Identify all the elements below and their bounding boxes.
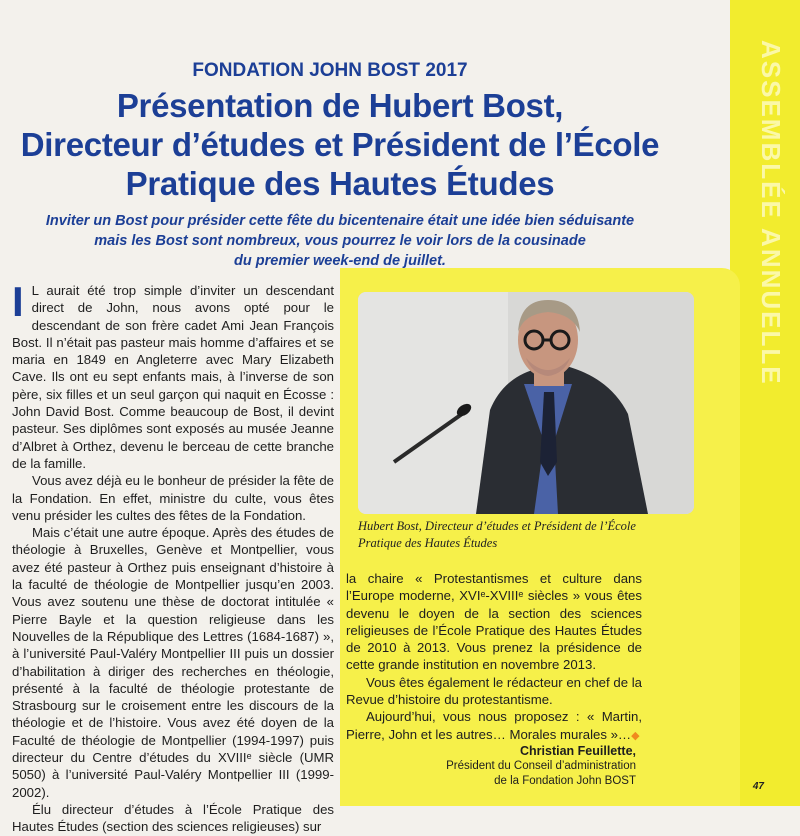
paragraph: la chaire « Protestantismes et culture dans l’Europe moderne, XVIᵉ-XVIIIᵉ siècles » vous êtes devenu le doyen de la section des sciences religieuses de l’École Pratique des Hautes Études de 2010 à 2013. Vous prenez la présidence de cette grande institution en novembre 2013. [346,571,642,673]
caption-line: Pratique des Hautes Études [358,536,498,550]
right-column [346,570,642,745]
paragraph-text: Aujourd’hui, vous nous proposez : « Martin, Pierre, John et les autres… Morales murales »… [346,709,642,742]
paragraph: Élu directeur d’études à l’École Pratique des Hautes Études (section des sciences religieuses) sur [12,801,334,835]
paragraph: Vous avez déjà eu le bonheur de présider la fête de la Fondation. En effet, ministre du culte, vous êtes venu présider les cultes des fêtes de la Fondation. [12,473,334,523]
portrait-photo [358,292,694,514]
paragraph-text: L aurait été trop simple d’inviter un descendant direct de John, nous avons opté pour le descendant de son frère cadet Ami Jean François Bost. Il n’était pas pasteur mais homme d’affaires et se maria en 1849 en Angleterre avec Mary Elizabeth Cave. Ils ont eu sept enfants mais, à l’inverse de son père, six filles et un seul garçon qui naquit en Écosse : John David Bost. Comme beaucoup de Bost, il devint pasteur. Ses diplômes sont exposés au musée Jeanne d’Albret à Orthez, devenu le berceau de cette branche de la famille. [12,283,334,471]
strip-heading: ASSEMBLÉE ANNUELLE [756,40,786,386]
signature-name: Christian Feuillette, [520,744,636,758]
page-number: 47 [752,781,764,792]
kicker-heading: FONDATION JOHN BOST 2017 [192,60,468,81]
article-title [20,86,660,203]
title-line: Pratique des Hautes Études [125,165,555,202]
caption-line: Hubert Bost, Directeur d’études et Président de l’École [358,519,636,533]
end-mark-icon: ◆ [631,729,640,742]
photo-caption [358,518,698,552]
signature-block [400,744,636,789]
paragraph [346,708,642,745]
lead-line: mais les Bost sont nombreux, vous pourrez le voir lors de la cousinade [94,233,586,249]
drop-cap: I [12,278,24,325]
paragraph: Mais c’était une autre époque. Après des études de théologie à Bruxelles, Genève et Montpellier, vous avez été pasteur à Orthez puis enseignant d’histoire à la faculté de théologie de Montpellier jusqu’en 2003. Vous avez soutenu une thèse de doctorat intitulée « Pierre Bayle et la question religieuse dans les Nouvelles de la République des Lettres (1684-1687) », à l’université Paul-Valéry Montpellier III puis un dossier d’habilitation à diriger des recherches en théologie, présenté à la faculté de théologie protestante de Strasbourg sur le croisement entre les discours de la théologie et de l’histoire. Vous avez été doyen de la Faculté de théologie de Montpellier (1994-1997) puis directeur du Centre d’études du XVIIIᵉ siècle (UMR 5050) à l’université Paul-Valéry Montpellier III (1999-2002). [12,525,334,800]
title-line: Présentation de Hubert Bost, [116,87,564,124]
article-lead [40,211,640,271]
lead-line: Inviter un Bost pour présider cette fête du bicentenaire était une idée bien séduisante [45,213,635,229]
portrait-illustration [358,292,694,514]
signature-title: Président du Conseil d’administration [446,760,636,772]
yellow-side-strip [730,0,800,806]
signature-organization: de la Fondation John BOST [494,775,636,787]
paragraph [12,278,334,472]
left-column [12,278,334,836]
paragraph: Vous êtes également le rédacteur en chef de la Revue d’histoire du protestantisme. [346,674,642,708]
lead-line: du premier week-end de juillet. [234,253,446,269]
title-line: Directeur d’études et Président de l’École [20,126,660,163]
